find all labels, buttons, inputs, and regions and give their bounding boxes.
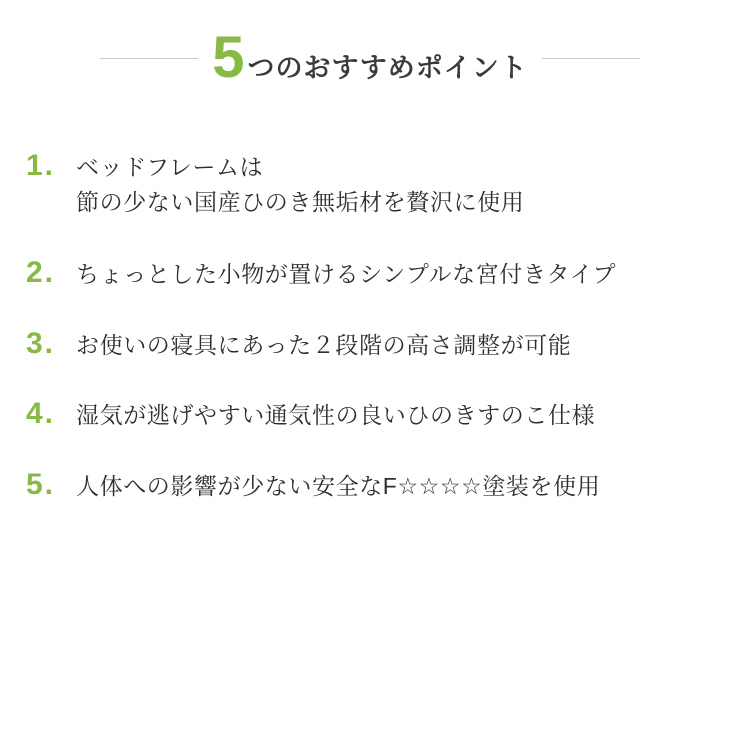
point-text — [76, 148, 712, 219]
point-text — [76, 467, 712, 504]
page-header — [0, 0, 740, 90]
point-text-line: お使いの寝具にあった２段階の高さ調整が可能 — [76, 331, 572, 358]
point-number: 3. — [26, 326, 56, 360]
point-text-line: 節の少ない国産ひのき無垢材を贅沢に使用 — [76, 188, 525, 215]
point-number: 5. — [26, 467, 56, 501]
list-item — [0, 148, 740, 219]
headline-number: 5 — [212, 25, 244, 90]
list-item — [0, 326, 740, 363]
point-text-line: 湿気が逃げやすい通気性の良いひのきすのこ仕様 — [76, 402, 596, 428]
header-rule-right — [542, 58, 640, 59]
page-title — [212, 25, 528, 90]
points-list — [0, 148, 740, 537]
point-text — [76, 396, 712, 433]
point-text-line: ベッドフレームは — [76, 154, 264, 180]
point-text-line: ちょっとした小物が置けるシンプルな宮付きタイプ — [76, 261, 617, 287]
list-item — [0, 255, 740, 292]
point-number: 1. — [26, 149, 56, 182]
point-text-line: 人体への影響が少ない安全なF☆☆☆☆塗装を使用 — [76, 472, 601, 499]
header-rule-left — [100, 58, 198, 59]
point-number: 4. — [26, 397, 56, 430]
point-text — [76, 255, 712, 292]
point-number: 2. — [26, 256, 56, 289]
list-item — [0, 396, 740, 433]
list-item — [0, 467, 740, 504]
headline-text: つのおすすめポイント — [247, 53, 528, 83]
point-text — [76, 326, 712, 363]
